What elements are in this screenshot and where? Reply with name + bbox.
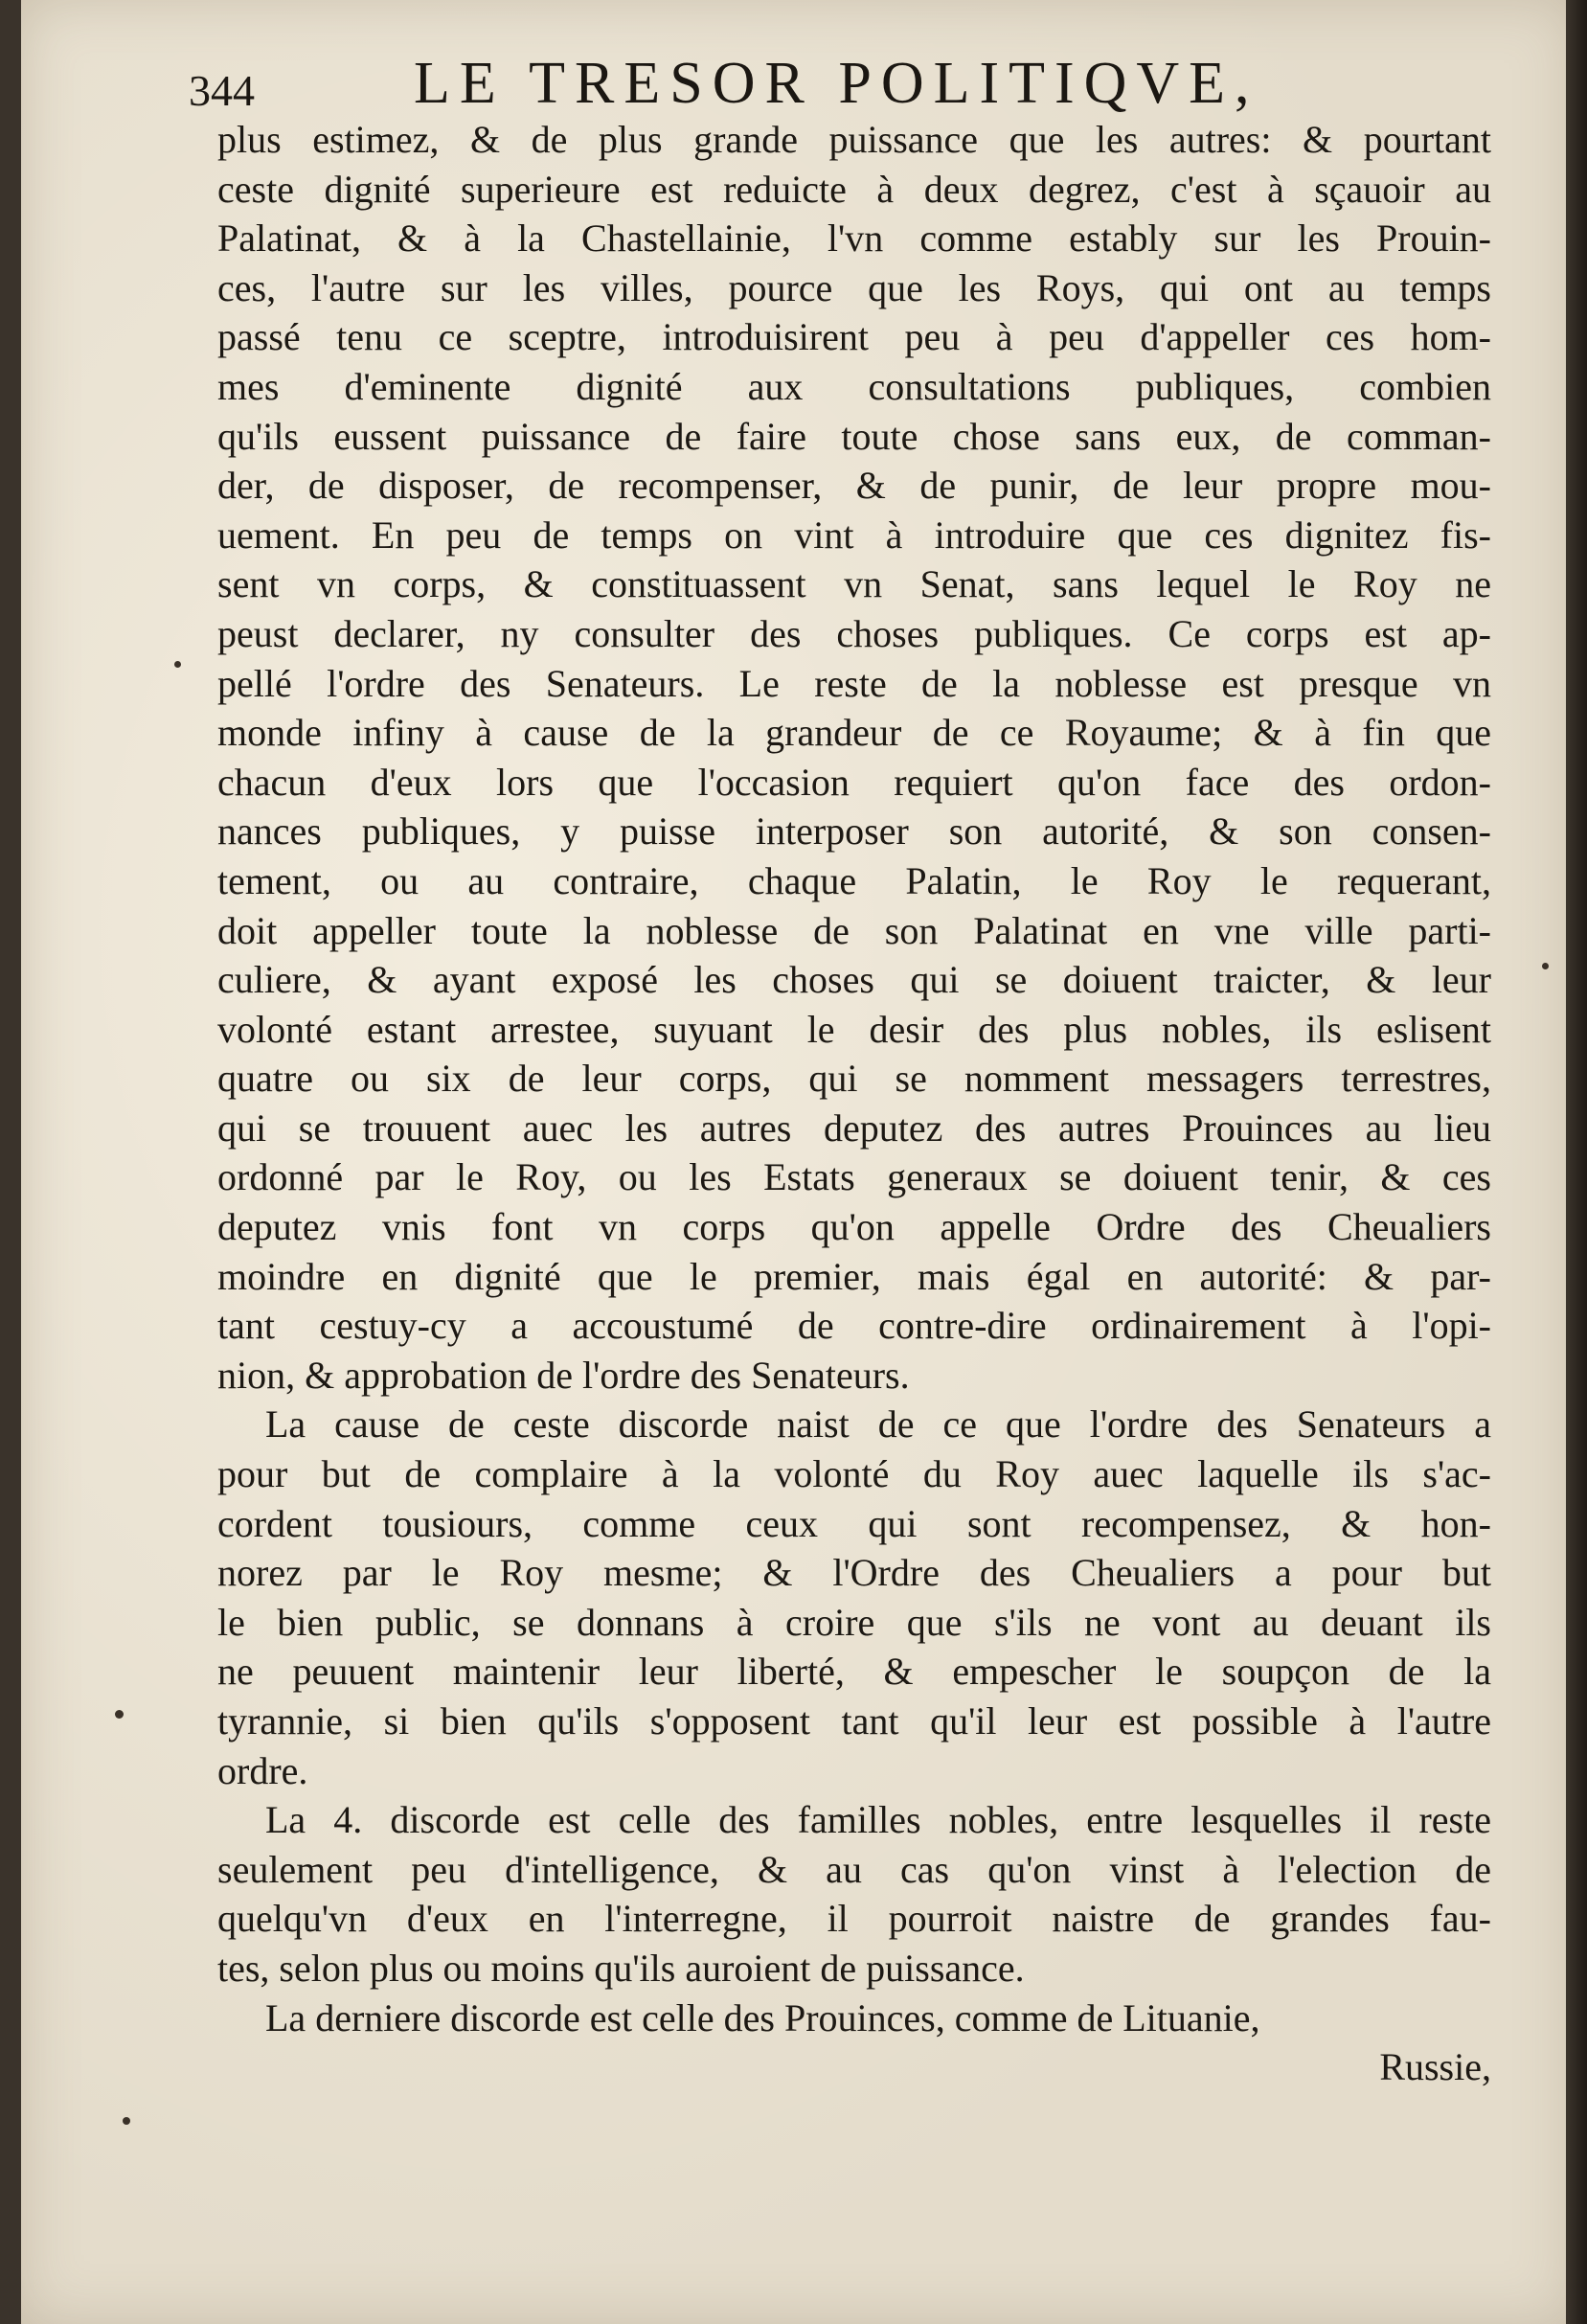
- text-line: uement. En peu de temps on vint à introduire que ces dignitez fis-: [217, 513, 1491, 557]
- text-line: quelqu'vn d'eux en l'interregne, il pourroit naistre de grandes fau-: [217, 1897, 1491, 1941]
- text-line: quatre ou six de leur corps, qui se nomment messagers terrestres,: [217, 1057, 1491, 1101]
- text-line: ordre.: [217, 1748, 308, 1792]
- text-line: peust declarer, ny consulter des choses publiques. Ce corps est ap-: [217, 611, 1491, 655]
- page-number: 344: [189, 66, 255, 115]
- text-line: plus estimez, & de plus grande puissance que les autres: & pourtant: [217, 118, 1491, 161]
- text-line: pellé l'ordre des Senateurs. Le reste de la noblesse est presque vn: [217, 661, 1491, 705]
- book-page: [21, 0, 1573, 2324]
- text-line: norez par le Roy mesme; & l'Ordre des Cheualiers a pour but: [217, 1551, 1491, 1595]
- text-line: ceste dignité superieure est reduicte à deux degrez, c'est à sçauoir au: [217, 167, 1491, 211]
- text-line: tement, ou au contraire, chaque Palatin, le Roy le requerant,: [217, 858, 1491, 902]
- text-line: ordonné par le Roy, ou les Estats generaux se doiuent tenir, & ces: [217, 1155, 1491, 1199]
- ink-speck: [115, 1710, 124, 1719]
- text-line: sent vn corps, & constituassent vn Senat, sans lequel le Roy ne: [217, 562, 1491, 606]
- ink-speck: [174, 661, 181, 668]
- text-line: La derniere discorde est celle des Prouinces, comme de Lituanie,: [265, 1995, 1260, 2039]
- text-line: mes d'eminente dignité aux consultations publiques, combien: [217, 364, 1491, 408]
- ink-speck: [123, 2117, 130, 2125]
- text-line: moindre en dignité que le premier, mais égal en autorité: & par-: [217, 1254, 1491, 1298]
- text-line: cordent tousiours, comme ceux qui sont recompensez, & hon-: [217, 1501, 1491, 1545]
- catchword: Russie,: [1379, 2045, 1491, 2089]
- text-line: passé tenu ce sceptre, introduisirent peu à peu d'appeller ces hom-: [217, 315, 1491, 359]
- text-line: La 4. discorde est celle des familles nobles, entre lesquelles il reste: [265, 1798, 1491, 1842]
- text-line: seulement peu d'intelligence, & au cas qu'on vinst à l'election de: [217, 1847, 1491, 1891]
- text-line: volonté estant arrestee, suyuant le desir des plus nobles, ils eslisent: [217, 1007, 1491, 1051]
- text-line: doit appeller toute la noblesse de son Palatinat en vne ville parti-: [217, 908, 1491, 952]
- text-line: pour but de complaire à la volonté du Roy auec laquelle ils s'ac-: [217, 1452, 1491, 1496]
- page-gutter: [1566, 0, 1587, 2324]
- body-text: [217, 115, 1491, 2092]
- text-line: tyrannie, si bien qu'ils s'opposent tant qu'il leur est possible à l'autre: [217, 1699, 1491, 1743]
- text-line: culiere, & ayant exposé les choses qui se doiuent traicter, & leur: [217, 958, 1491, 1002]
- ink-speck: [1542, 963, 1549, 969]
- text-line: le bien public, se donnans à croire que s'ils ne vont au deuant ils: [217, 1600, 1491, 1644]
- text-line: nances publiques, y puisse interposer son autorité, & son consen-: [217, 809, 1491, 854]
- running-title: LE TRESOR POLITIQVE,: [414, 51, 1259, 116]
- text-line: monde infiny à cause de la grandeur de ce Royaume; & à fin que: [217, 711, 1491, 755]
- text-line: chacun d'eux lors que l'occasion requiert qu'on face des ordon-: [217, 760, 1491, 804]
- text-line: qui se trouuent auec les autres deputez des autres Prouinces au lieu: [217, 1105, 1491, 1150]
- text-line: La cause de ceste discorde naist de ce que l'ordre des Senateurs a: [265, 1402, 1491, 1447]
- text-line: Palatinat, & à la Chastellainie, l'vn comme estably sur les Prouin-: [217, 216, 1491, 261]
- text-line: tes, selon plus ou moins qu'ils auroient de puissance.: [217, 1946, 1025, 1990]
- text-line: ne peuuent maintenir leur liberté, & empescher le soupçon de la: [217, 1650, 1491, 1694]
- text-line: qu'ils eussent puissance de faire toute chose sans eux, de comman-: [217, 414, 1491, 458]
- text-line: ces, l'autre sur les villes, pource que les Roys, qui ont au temps: [217, 265, 1491, 309]
- text-line: der, de disposer, de recompenser, & de punir, de leur propre mou-: [217, 464, 1491, 508]
- text-line: tant cestuy-cy a accoustumé de contre-dire ordinairement à l'opi-: [217, 1304, 1491, 1348]
- text-line: deputez vnis font vn corps qu'on appelle Ordre des Cheualiers: [217, 1205, 1491, 1249]
- text-line: nion, & approbation de l'ordre des Senateurs.: [217, 1353, 910, 1397]
